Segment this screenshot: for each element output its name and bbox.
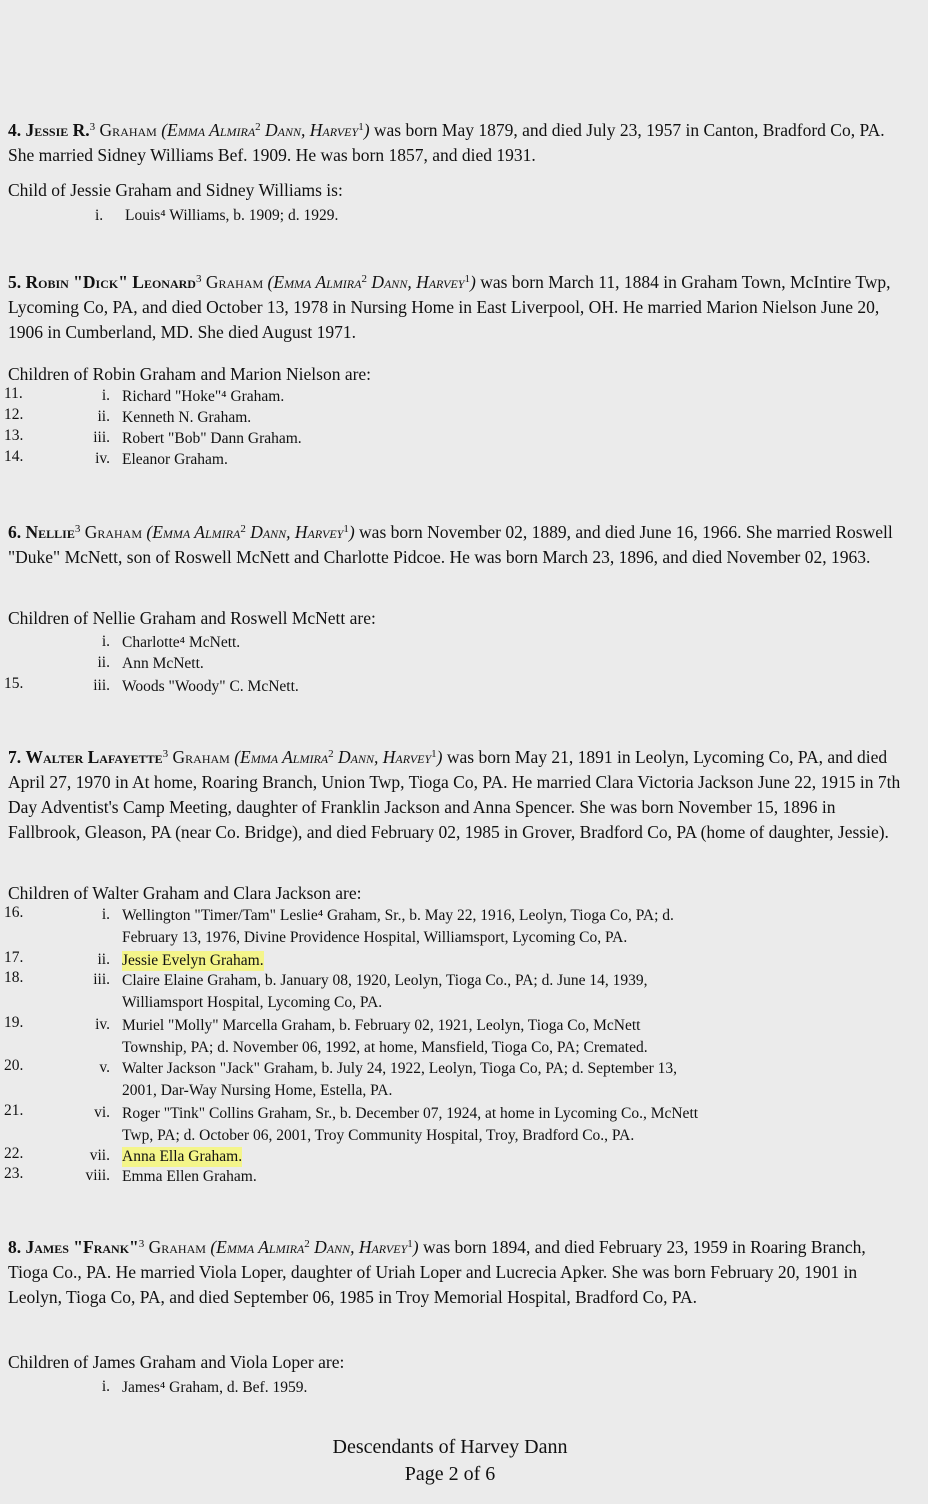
entry-4-paragraph: 4. Jessie R.$^3$ Graham (Emma Almira$^2$ Dann, Harvey$^1$) was born May 1879, and died July 23, 1957 in Canton, Bradford Co, PA. She married Sidney Williams Bef. 1909. He was born 1857, and died 1931.	[8, 120, 885, 165]
entry-7-children-heading: Children of Walter Graham and Clara Jackson are:	[8, 883, 362, 903]
entry-5-paragraph: 5. Robin "Dick" Leonard$^3$ Graham (Emma Almira$^2$ Dann, Harvey$^1$) was born March 11, 1884 in Graham Town, McIntire Twp, Lycoming Co, PA, and died October 13, 1978 in Nursing Home in East Liverpool, OH. He married Marion Nielson June 20, 1906 in Cumberland, MD. She died August 1971.	[8, 272, 891, 342]
entry-6-paragraph: 6. Nellie$^3$ Graham (Emma Almira$^2$ Dann, Harvey$^1$) was born November 02, 1889, and died June 16, 1966. She married Roswell "Duke" McNett, son of Roswell McNett and Charlotte Pidcoe. He was born March 23, 1896, and died November 02, 1963.	[8, 522, 893, 567]
page-number: Page 2 of 6	[404, 1463, 496, 1485]
highlighted-child: Anna Ella Graham.	[122, 1148, 243, 1165]
footer-title: Descendants of Harvey Dann	[332, 1436, 568, 1458]
entry-8-children-heading: Children of James Graham and Viola Loper are:	[8, 1352, 345, 1372]
entry-6-children-heading: Children of Nellie Graham and Roswell McNett are:	[8, 608, 376, 628]
list-item: Louis⁴ Williams, b. 1909; d. 1929.	[125, 207, 339, 224]
entry-8-paragraph: 8. James "Frank"$^3$ Graham (Emma Almira$^2$ Dann, Harvey$^1$) was born 1894, and died February 23, 1959 in Roaring Branch, Tioga Co., PA. He married Viola Loper, daughter of Uriah Loper and Lucrecia Apker. She was born February 20, 1901 in Leolyn, Tioga Co, PA, and died September 06, 1985 in Troy Memorial Hospital, Bradford Co, PA.	[8, 1237, 866, 1307]
highlighted-child: Jessie Evelyn Graham.	[122, 952, 264, 969]
bleed-through-text	[620, 18, 627, 48]
document-page: 4. Jessie R.$^3$ Graham (Emma Almira$^2$ Dann, Harvey$^1$) was born May 1879, and died July 23, 1957 in Canton, Bradford Co, PA. She married Sidney Williams Bef. 1909. He was born 1857, and died 1931. Child of Jessie Graham and Sidney Williams is: i. Louis⁴ Williams, b. 1909; d. 1929. 5. Robin "Dick" Leonard$^3$ Graham (Emma Almira$^2$ Dann, Harvey$^1$) was born March 11, 1884 in Graham Town, McIntire Twp, Lycoming Co, PA, and died October 13, 1978 in Nursing Home in East Liverpool, OH. He married Marion Nielson June 20, 1906 in Cumberland, MD. She died August 1971. Children of Robin Graham and Marion Nielson are: 11. i. Richard "Hoke"⁴ Graham. 12. ii. Kenneth N. Graham. 13. iii. Robert "Bob" Dann Graham. 14. iv. Eleanor Graham. 6. Nellie$^3$ Graham (Emma Almira$^2$ Dann, Harvey$^1$) was born November 02, 1889, and died June 16, 1966. She married Roswell "Duke" McNett, son of Roswell McNett and Charlotte Pidcoe. He was born March 23, 1896, and died November 02, 1963. Children of Nellie Graham and Roswell McNett are: i. Charlotte⁴ McNett. ii. Ann McNett. 15. iii. Woods "Woody" C. McNett. 7. Walter Lafayette$^3$ Graham (Emma Almira$^2$ Dann, Harvey$^1$) was born May 21, 1891 in Leolyn, Lycoming Co, PA, and died April 27, 1970 in At home, Roaring Branch, Union Twp, Tioga Co, PA. He married Clara Victoria Jackson June 22, 1915 in 7th Day Adventist's Camp Meeting, daughter of Franklin Jackson and Anna Spencer. She was born November 15, 1896 in Fallbrook, Gleason, PA (near Co. Bridge), and died February 02, 1985 in Grover, Bradford Co, PA (home of daughter, Jessie). Children of Walter Graham and Clara Jackson are: 16. i. Wellington "Timer/Tam" Leslie⁴ Graham, Sr., b. May 22, 1916, Leolyn, Tioga Co, PA; d. February 13, 1976, Divine Providence Hospital, Williamsport, Lycoming Co, PA. 17. ii. Jessie Evelyn Graham. 18. iii. Claire Elaine Graham, b. January 08, 1920, Leolyn, Tioga Co., PA; d. June 14, 1939, Williamsport Hospital, Lycoming Co, PA. 19. iv. Muriel "Molly" Marcella Graham, b. February 02, 1921, Leolyn, Tioga Co, McNett Township, PA; d. November 06, 1992, at home, Mansfield, Tioga Co, PA; Cremated. 20. v. Walter Jackson "Jack" Graham, b. July 24, 1922, Leolyn, Tioga Co, PA; d. September 13, 2001, Dar-Way Nursing Home, Estella, PA. 21. vi. Roger "Tink" Collins Graham, Sr., b. December 07, 1924, at home in Lycoming Co., McNett Twp, PA; d. October 06, 2001, Troy Community Hospital, Troy, Bradford Co., PA. 22. vii. Anna Ella Graham. 23. viii. Emma Ellen Graham. 8. James "Frank"$^3$ Graham (Emma Almira$^2$ Dann, Harvey$^1$) was born 1894, and died February 23, 1959 in Roaring Branch, Tioga Co., PA. He married Viola Loper, daughter of Uriah Loper and Lucrecia Apker. She was born February 20, 1901 in Leolyn, Tioga Co, PA, and died September 06, 1985 in Troy Memorial Hospital, Bradford Co, PA. Children of James Graham and Viola Loper are: i. James⁴ Graham, d. Bef. 1959. Descendants of Harvey Dann Page 2 of 6	[0, 0, 928, 1504]
entry-4-children-heading: Child of Jessie Graham and Sidney Williams is:	[8, 180, 343, 200]
list-item: i.	[95, 207, 104, 224]
entry-5-children-heading: Children of Robin Graham and Marion Nielson are:	[8, 364, 372, 384]
entry-7-paragraph: 7. Walter Lafayette$^3$ Graham (Emma Almira$^2$ Dann, Harvey$^1$) was born May 21, 1891 in Leolyn, Lycoming Co, PA, and died April 27, 1970 in At home, Roaring Branch, Union Twp, Tioga Co, PA. He married Clara Victoria Jackson June 22, 1915 in 7th Day Adventist's Camp Meeting, daughter of Franklin Jackson and Anna Spencer. She was born November 15, 1896 in Fallbrook, Gleason, PA (near Co. Bridge), and died February 02, 1985 in Grover, Bradford Co, PA (home of daughter, Jessie).	[8, 747, 901, 842]
